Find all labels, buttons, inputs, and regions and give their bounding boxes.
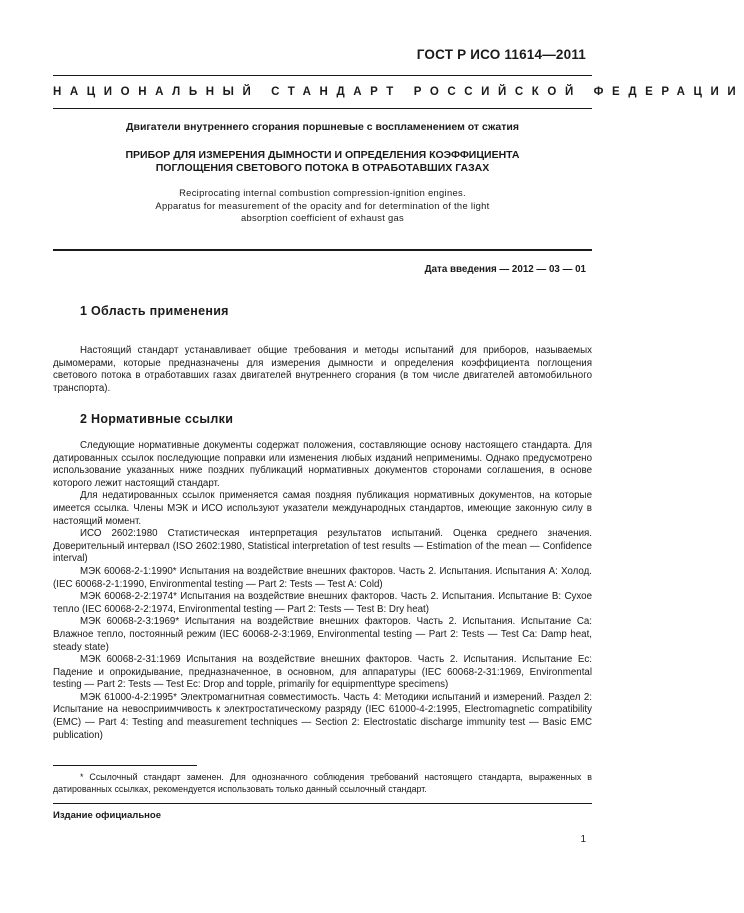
section-1-heading: 1 Область применения bbox=[80, 304, 229, 318]
title-en-line-2: Apparatus for measurement of the opacity and for determination of the light bbox=[155, 199, 490, 211]
page-number: 1 bbox=[580, 834, 586, 845]
introduction-date: Дата введения — 2012 — 03 — 01 bbox=[424, 264, 586, 275]
reference-iec-61000-4-2: МЭК 61000-4-2:1995* Электромагнитная совместимость. Часть 4: Методики испытаний и измерений. Раздел 2: Испытание на невосприимчивость к электростатическому разряду (IEC 61000-4-2:1995, Electromagnetic compatibility (EMC) — Part 4: Testing and measurement techniques — Section 2: Electrostatic discharge immunity test — Basic EMC publication) bbox=[53, 691, 592, 741]
standard-subject: Двигатели внутреннего сгорания поршневые с воспламенением от сжатия bbox=[126, 121, 519, 133]
reference-iec-60068-2-2: МЭК 60068-2-2:1974* Испытания на воздействие внешних факторов. Часть 2. Испытания. Испытание В: Сухое тепло (IEC 60068-2-2:1974, Environmental testing — Part 2: Tests — Test B: Dry heat) bbox=[53, 591, 592, 615]
section-2-body bbox=[53, 440, 592, 742]
reference-iec-60068-2-1: МЭК 60068-2-1:1990* Испытания на воздействие внешних факторов. Часть 2. Испытания. Испытания А: Холод. (IEC 60068-2-1:1990, Environmental testing — Part 2: Tests — Test A: Cold) bbox=[53, 565, 592, 590]
footnote bbox=[53, 771, 592, 795]
title-ru-line-2: ПОГЛОЩЕНИЯ СВЕТОВОГО ПОТОКА В ОТРАБОТАВШИХ ГАЗАХ bbox=[155, 161, 490, 174]
section-1-paragraph: Настоящий стандарт устанавливает общие требования и методы испытаний для приборов, называемых дымомерами, которые предназначены для измерения дымности и определения коэффициента поглощения светового потока в отработавших газах двигателей внутреннего сгорания (в том числе двигателей автомобильного транспорта). bbox=[53, 345, 592, 394]
section-2-heading: 2 Нормативные ссылки bbox=[80, 412, 234, 426]
standard-title-en bbox=[90, 187, 555, 225]
footer-rule bbox=[53, 803, 592, 804]
official-edition-label: Издание официальное bbox=[53, 810, 161, 821]
header-rule bbox=[53, 108, 592, 109]
title-rule bbox=[53, 249, 592, 251]
reference-iec-60068-2-3: МЭК 60068-2-3:1969* Испытания на воздействие внешних факторов. Часть 2. Испытания. Испытание Ca: Влажное тепло, постоянный режим (IEC 60068-2-3:1969, Environmental testing — Part 2: Tests — Test Ca: Damp heat, steady state) bbox=[53, 616, 592, 653]
reference-iso-2602: ИСО 2602:1980 Статистическая интерпретация результатов испытаний. Оценка среднего значения. Доверительный интервал (ISO 2602:1980, Statistical interpretation of test results — Estimation of the mean — Confidence interval) bbox=[53, 528, 592, 565]
top-rule bbox=[53, 75, 592, 76]
title-ru-line-1: ПРИБОР ДЛЯ ИЗМЕРЕНИЯ ДЫМНОСТИ И ОПРЕДЕЛЕНИЯ КОЭФФИЦИЕНТА bbox=[125, 149, 520, 161]
section-2-paragraph-2: Для недатированных ссылок применяется самая поздняя публикация нормативных документов, на которые имеется ссылка. Члены МЭК и ИСО используют указатели международных стандартов, имеющие законную силу в настоящий момент. bbox=[53, 490, 592, 527]
footnote-text: * Ссылочный стандарт заменен. Для однозначного соблюдения требований настоящего стандарта, выраженных в датированных ссылках, рекомендуется использовать только данный ссылочный стандарт. bbox=[53, 772, 592, 794]
title-en-line-1: Reciprocating internal combustion compression-ignition engines. bbox=[179, 187, 466, 198]
title-en-line-3: absorption coefficient of exhaust gas bbox=[240, 212, 405, 224]
reference-iec-60068-2-31: МЭК 60068-2-31:1969 Испытания на воздействие внешних факторов. Часть 2. Испытания. Испытание Ec: Падение и опрокидывание, предназначенное, в основном, для аппаратуры (IEC 60068-2-31:1969, Environmental testing — Part 2: Tests — Test Ec: Drop and topple, primarily for equipmenttype specimens) bbox=[53, 654, 592, 691]
document-number: ГОСТ Р ИСО 11614—2011 bbox=[416, 47, 586, 62]
section-2-paragraph-1: Следующие нормативные документы содержат положения, составляющие основу настоящего стандарта. Для датированных ссылок последующие поправки или изменения любых изданий неприменимы. Однако предусмотрено использование указанных ниже поздних публикаций нормативных документов сторонами соглашения, в основе которого лежит настоящий стандарт. bbox=[53, 440, 592, 489]
national-standard-heading: НАЦИОНАЛЬНЫЙ СТАНДАРТ РОССИЙСКОЙ ФЕДЕРАЦИИ bbox=[53, 86, 744, 98]
standard-title-ru bbox=[90, 149, 555, 174]
footnote-rule bbox=[53, 765, 197, 766]
section-1-body bbox=[53, 345, 592, 395]
